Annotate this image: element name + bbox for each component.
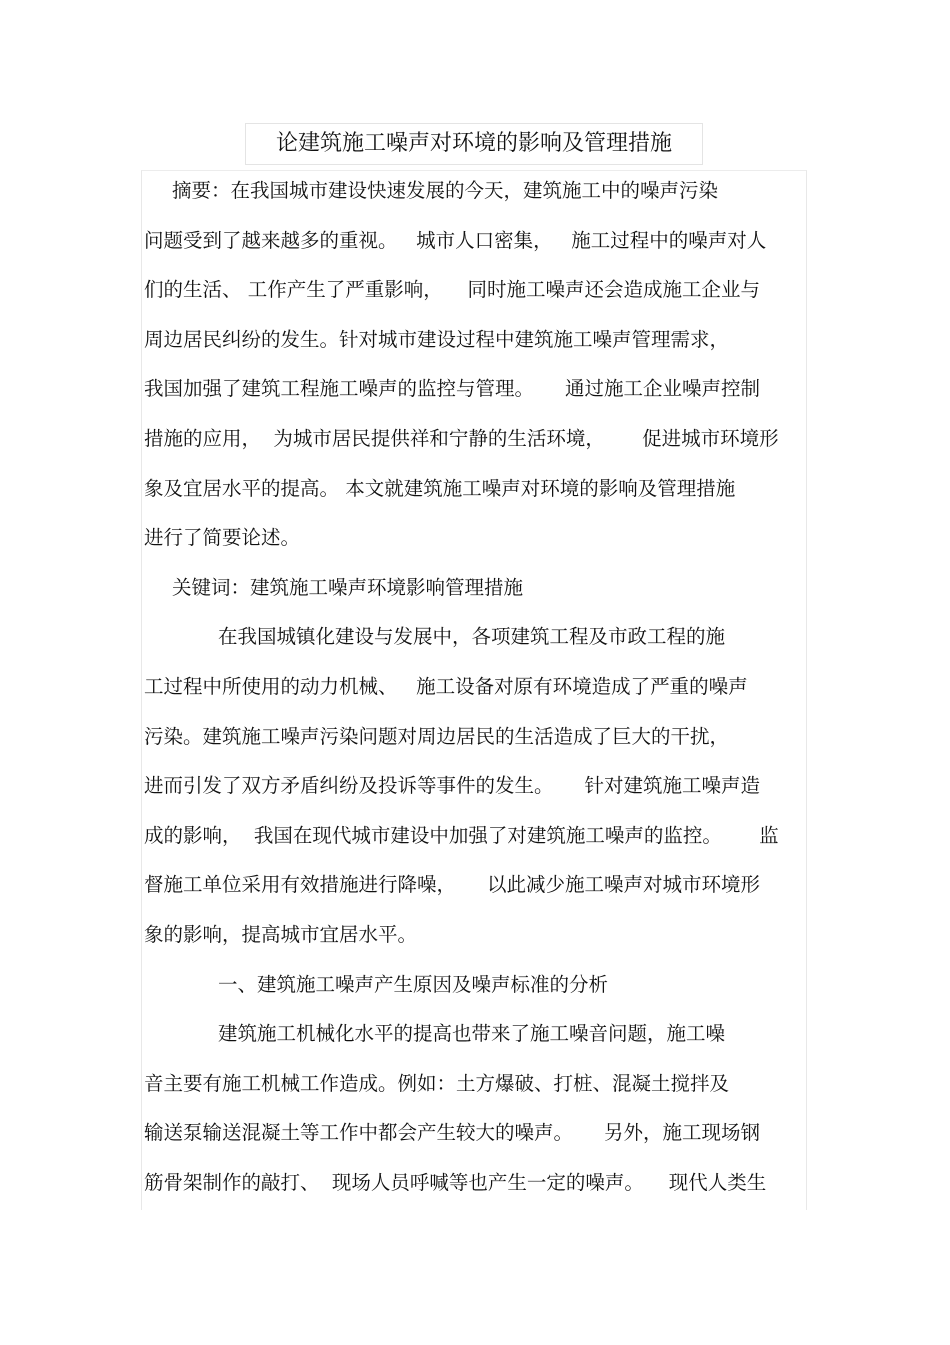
title-box xyxy=(245,123,703,165)
text-line: 成的影响， 我国在现代城市建设中加强了对建筑施工噪声的监控。 监 xyxy=(144,823,779,847)
text-line: 建筑施工机械化水平的提高也带来了施工噪音问题，施工噪 xyxy=(218,1022,726,1046)
text-line: 问题受到了越来越多的重视。 城市人口密集， 施工过程中的噪声对人 xyxy=(144,228,767,252)
text-line: 象的影响，提高城市宜居水平。 xyxy=(144,923,418,946)
text-line: 摘要：在我国城市建设快速发展的今天，建筑施工中的噪声污染 xyxy=(172,179,719,202)
text-line: 音主要有施工机械工作造成。例如：土方爆破、打桩、混凝土搅拌及 xyxy=(144,1071,730,1095)
text-line: 关键词：建筑施工噪声环境影响管理措施 xyxy=(172,575,524,599)
text-line: 一、建筑施工噪声产生原因及噪声标准的分析 xyxy=(218,972,609,996)
text-line: 进而引发了双方矛盾纠纷及投诉等事件的发生。 针对建筑施工噪声造 xyxy=(144,774,760,798)
document-title: 论建筑施工噪声对环境的影响及管理措施 xyxy=(275,131,672,156)
text-line: 们的生活、 工作产生了严重影响， 同时施工噪声还会造成施工企业与 xyxy=(144,278,760,302)
text-line: 周边居民纠纷的发生。针对城市建设过程中建筑施工噪声管理需求， xyxy=(144,327,730,351)
text-line: 污染。建筑施工噪声污染问题对周边居民的生活造成了巨大的干扰， xyxy=(144,724,730,748)
text-line: 在我国城镇化建设与发展中，各项建筑工程及市政工程的施 xyxy=(218,625,726,649)
text-line: 措施的应用， 为城市居民提供祥和宁静的生活环境， 促进城市环境形 xyxy=(144,427,779,450)
text-line: 工过程中所使用的动力机械、 施工设备对原有环境造成了严重的噪声 xyxy=(144,675,748,698)
text-line: 我国加强了建筑工程施工噪声的监控与管理。 通过施工企业噪声控制 xyxy=(144,377,760,401)
text-line: 督施工单位采用有效措施进行降噪， 以此减少施工噪声对城市环境形 xyxy=(144,873,760,897)
text-line: 象及宜居水平的提高。 本文就建筑施工噪声对环境的影响及管理措施 xyxy=(144,476,736,500)
text-line: 筋骨架制作的敲打、 现场人员呼喊等也产生一定的噪声。 现代人类生 xyxy=(144,1171,767,1194)
text-line: 输送泵输送混凝土等工作中都会产生较大的噪声。 另外，施工现场钢 xyxy=(144,1121,760,1145)
text-line: 进行了简要论述。 xyxy=(144,526,301,550)
